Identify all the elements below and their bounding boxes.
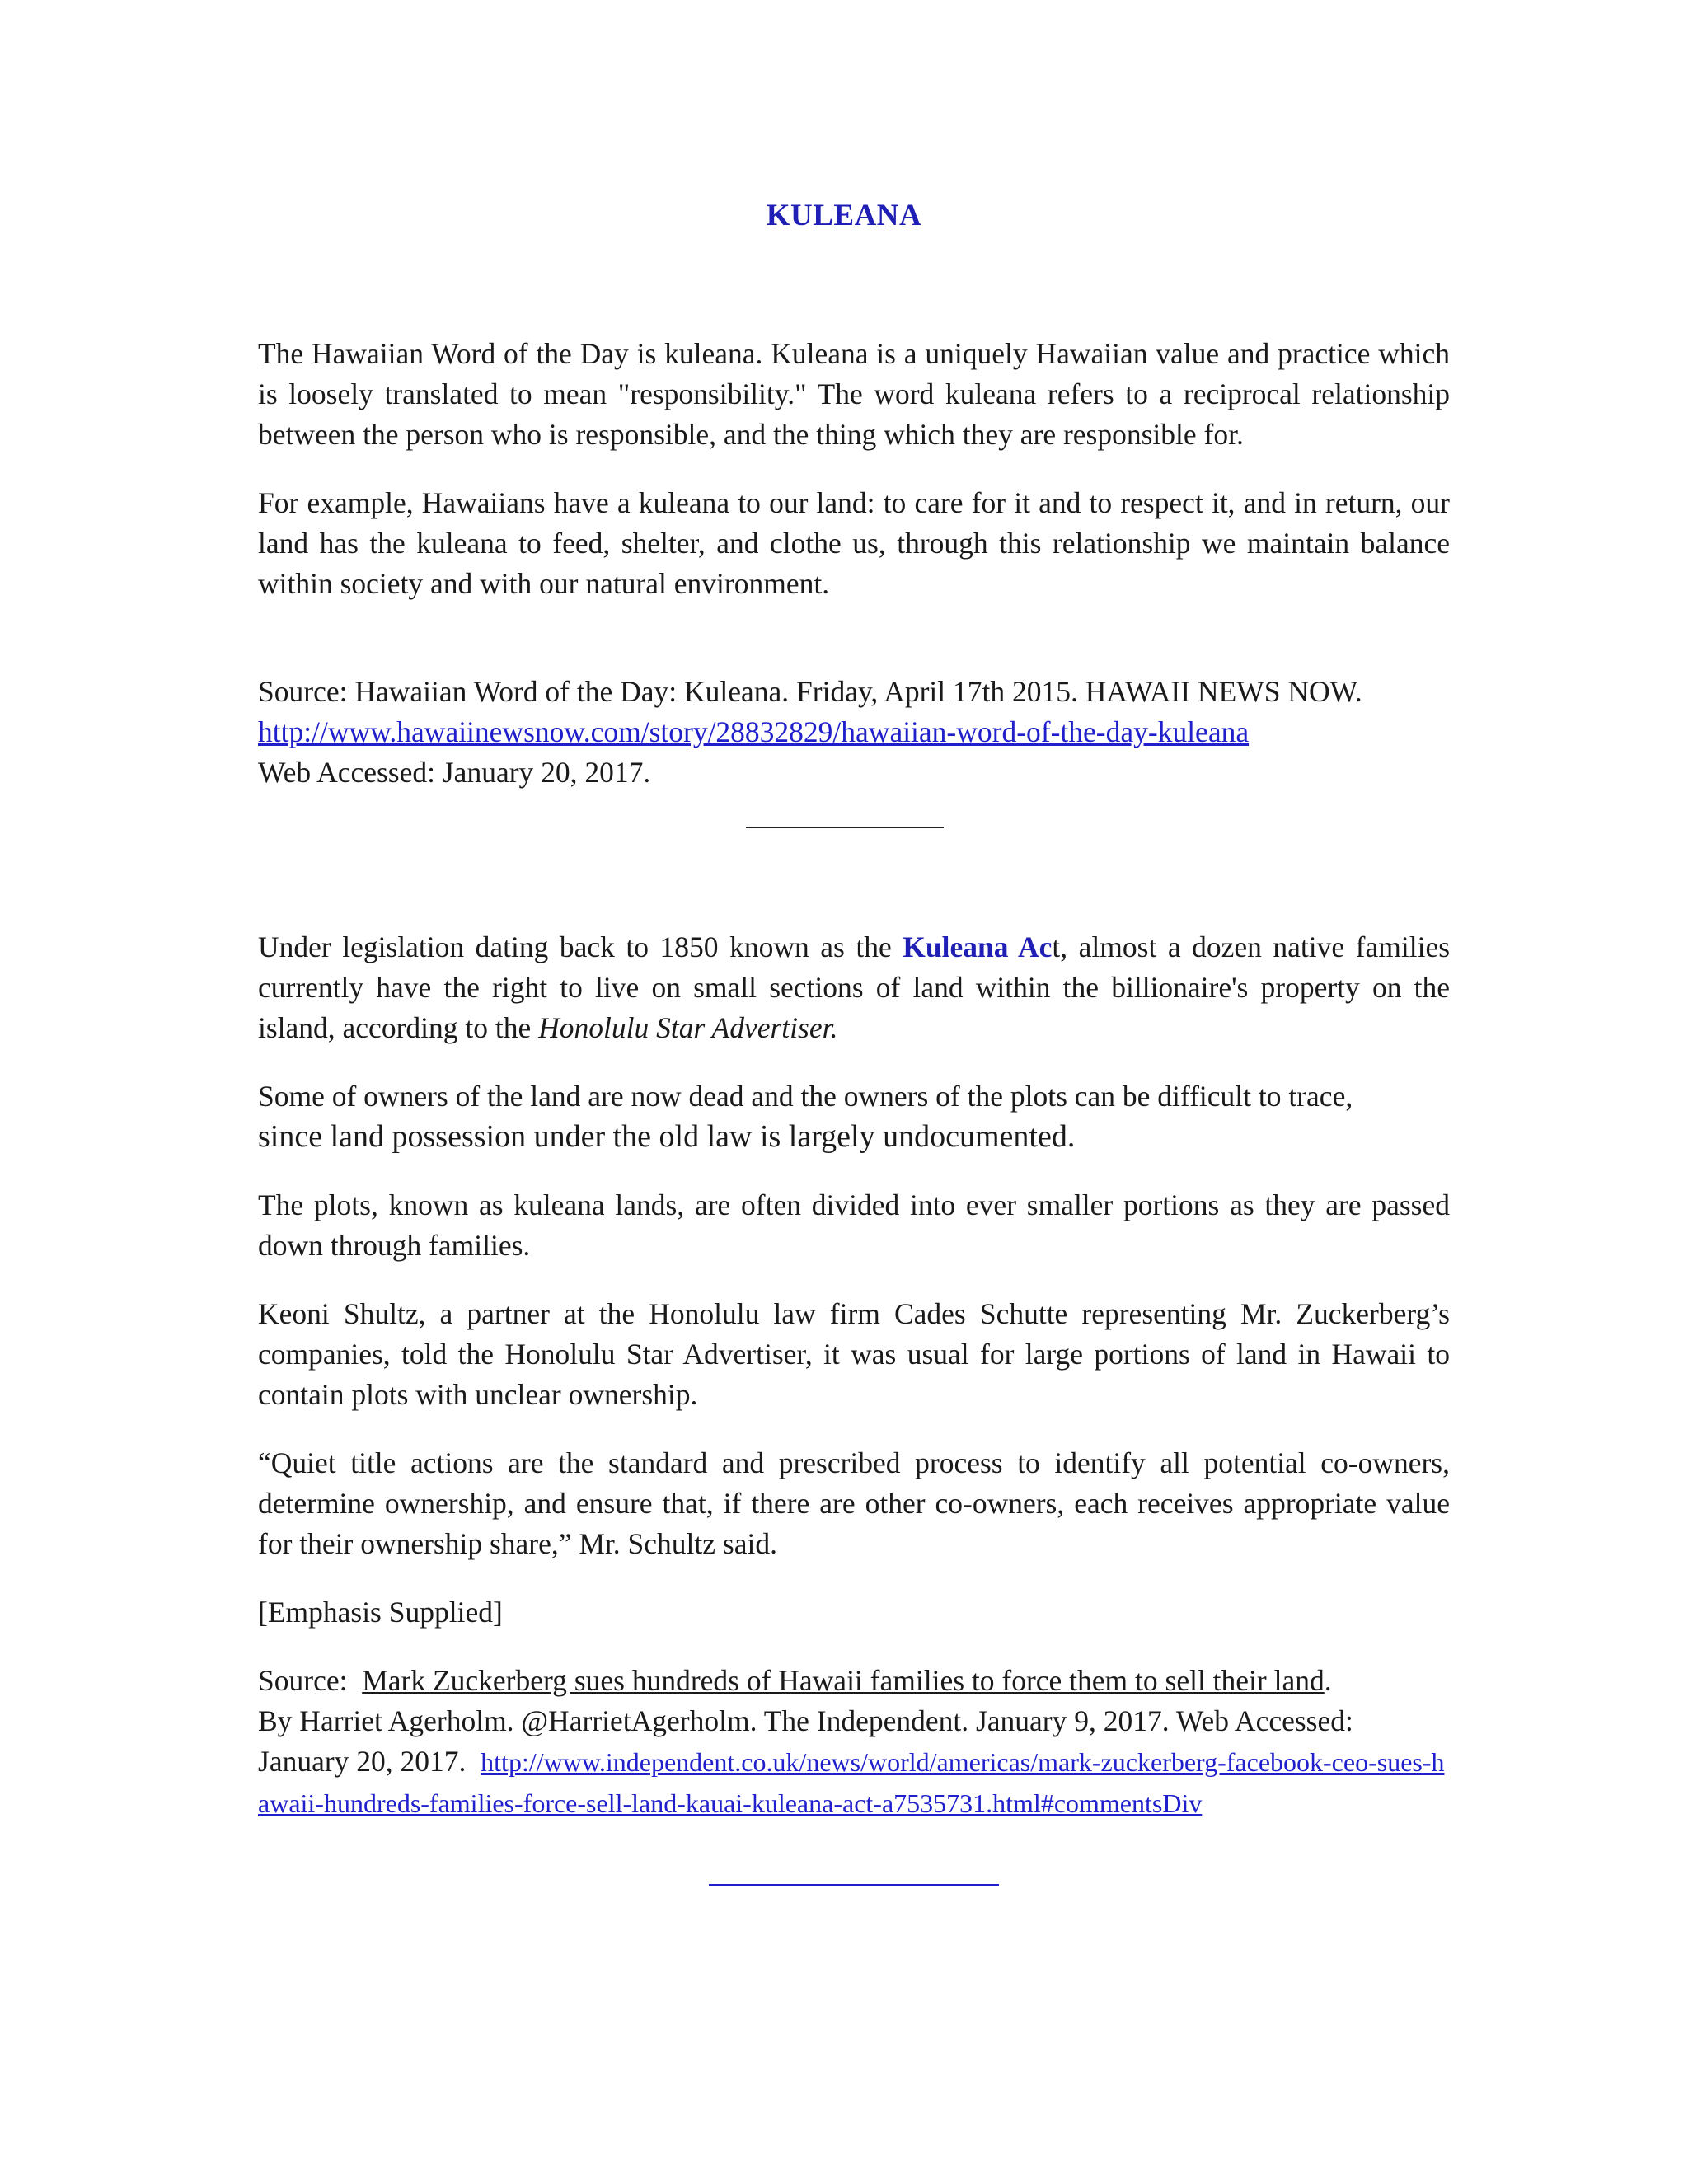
source-link-independent[interactable]: http://www.independent.co.uk/news/world/americas/mark-zuckerberg-facebook-ceo-sues-hawaii-hundreds-families-force-sell-land-kauai-kuleana-act-a7535731.html#commentsDiv xyxy=(258,1747,1445,1818)
kuleana-act-term: Kuleana Ac xyxy=(903,930,1053,963)
shultz-paragraph: Keoni Shultz, a partner at the Honolulu law firm Cades Schutte representing Mr. Zuckerberg’s companies, told the Honolulu Star Advertiser, it was usual for large portions of land in Hawaii to contain plots with unclear ownership. xyxy=(258,1297,1450,1411)
example-paragraph: For example, Hawaiians have a kuleana to our land: to care for it and to respect it, and in return, our land has the kuleana to feed, shelter, and clothe us, through this relationship we maintain balance within society and with our natural environment. xyxy=(258,486,1450,600)
section-divider xyxy=(746,827,944,828)
emphasis-note: [Emphasis Supplied] xyxy=(258,1596,503,1629)
definition-paragraph: The Hawaiian Word of the Day is kuleana. Kuleana is a uniquely Hawaiian value and practice which is loosely translated to mean "responsibility." The word kuleana refers to a reciprocal relationship between the person who is responsible, and the thing which they are responsible for. xyxy=(258,337,1450,451)
publication-name: Honolulu Star Advertiser. xyxy=(538,1011,838,1044)
source-prefix: Source: xyxy=(258,1664,363,1697)
accessed-date: Web Accessed: January 20, 2017. xyxy=(258,756,651,789)
kuleana-act-section xyxy=(258,927,1450,1824)
text-segment: t, almost a dozen native families currently have the right to live on small sections of land within the billionaire's property on the island, according to the xyxy=(258,930,1451,1044)
source-citation-1 xyxy=(258,672,1450,793)
article-title: Mark Zuckerberg sues hundreds of Hawaii families to force them to sell their land xyxy=(362,1664,1325,1697)
source-line: Source: Hawaiian Word of the Day: Kuleana. Friday, April 17th 2015. HAWAII NEWS NOW. xyxy=(258,675,1362,708)
accessed-date: January 20, 2017. xyxy=(258,1745,481,1778)
byline: By Harriet Agerholm. @HarrietAgerholm. The Independent. January 9, 2017. Web Accessed: xyxy=(258,1704,1353,1737)
kuleana-definition-section xyxy=(258,334,1450,793)
plots-paragraph: The plots, known as kuleana lands, are often divided into ever smaller portions as they are passed down through families. xyxy=(258,1188,1450,1262)
source-title-line xyxy=(258,1661,1450,1701)
kuleana-act-paragraph xyxy=(258,927,1450,1048)
owners-paragraph xyxy=(258,1076,1450,1157)
title-period: . xyxy=(1324,1664,1332,1697)
page-title: KULEANA xyxy=(766,199,922,232)
source-citation-2 xyxy=(258,1661,1450,1824)
source-link-hawaiinewsnow[interactable]: http://www.hawaiinewsnow.com/story/28832829/hawaiian-word-of-the-day-kuleana xyxy=(258,715,1250,748)
text-segment: Under legislation dating back to 1850 known as the xyxy=(258,930,903,963)
text-segment-large: since land possession under the old law is largely undocumented. xyxy=(258,1119,1076,1154)
quote-paragraph: “Quiet title actions are the standard and prescribed process to identify all potential co-owners, determine ownership, and ensure that, if there are other co-owners, each receives appropriate value for their ownership share,” Mr. Schultz said. xyxy=(258,1446,1450,1560)
text-segment: Some of owners of the land are now dead and the owners of the plots can be difficult to trace, xyxy=(258,1080,1353,1113)
end-divider xyxy=(709,1884,999,1886)
